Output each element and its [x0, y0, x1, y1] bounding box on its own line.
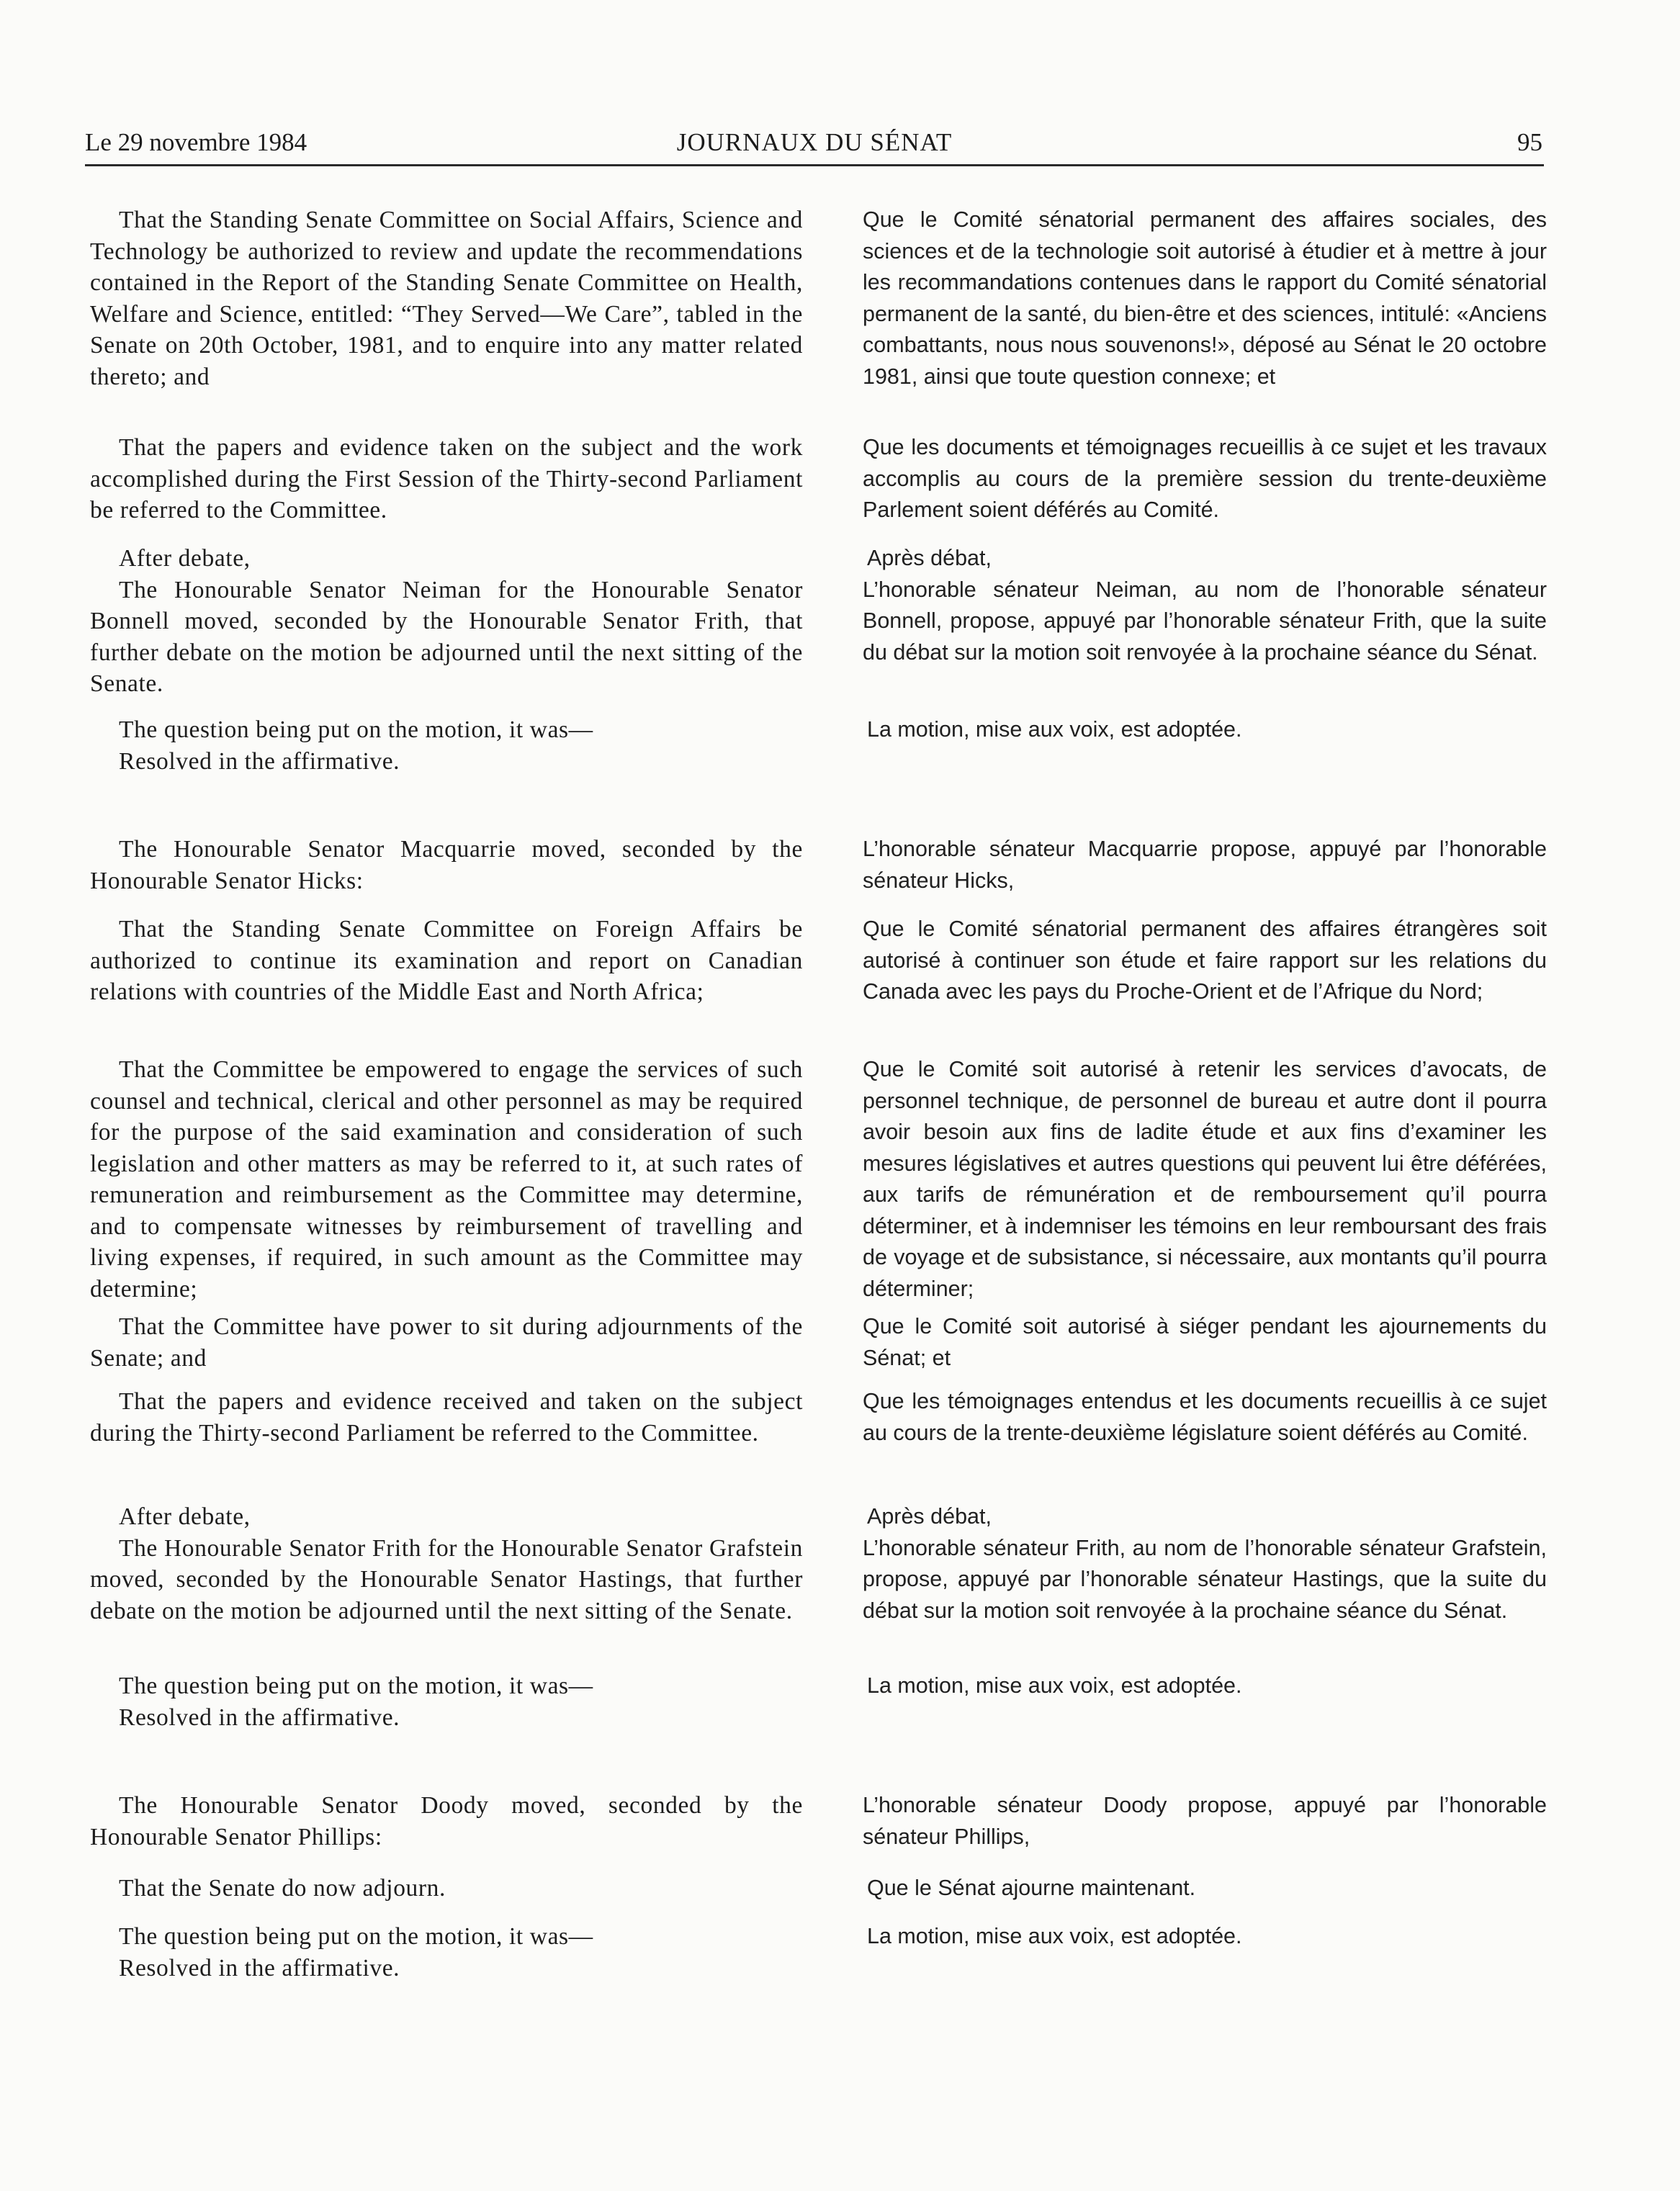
fr-paragraph-12: L’honorable sénateur Doody propose, appuyé par l’honorable sénateur Phillips,: [863, 1793, 1547, 1849]
fr-adjourn-motion: L’honorable sénateur Neiman, au nom de l’honorable sénateur Bonnell, propose, appuyé par l’honorable sénateur Frith, que la suite du débat sur la motion soit renvoyée à la prochaine séance du Sénat.: [863, 577, 1547, 665]
page-number: 95: [1517, 128, 1542, 156]
fr-paragraph-7: Que le Comité soit autorisé à retenir les services d’avocats, de personnel technique, de personnel de bureau et autre dont il pourra avoir besoin aux fins de ladite étude et aux fins d’examiner les mesures législatives et autres questions qui peuvent lui être déférées, aux tarifs de rémunération et de remboursement qu’il pourra déterminer, et à indemniser les témoins en leur remboursant des frais de voyage et de subsistance, si nécessaire, aux montants qu’il pourra déterminer;: [863, 1057, 1547, 1301]
en-paragraph-9: That the papers and evidence received and taken on the subject during the Thirty-second Parliament be referred to the Committee.: [90, 1388, 803, 1447]
en-paragraph-13: That the Senate do now adjourn.: [119, 1875, 446, 1902]
en-question-put-3: The question being put on the motion, it was—: [119, 1923, 593, 1950]
fr-paragraph-5: L’honorable sénateur Macquarrie propose, appuyé par l’honorable sénateur Hicks,: [863, 837, 1547, 893]
en-paragraph-11: [90, 1670, 803, 1733]
en-resolved-2: Resolved in the affirmative.: [119, 1704, 400, 1731]
en-adjourn-motion: The Honourable Senator Neiman for the Honourable Senator Bonnell moved, seconded by the Honourable Senator Frith, that further debate on the motion be adjourned until the next sitting of the Senate.: [90, 576, 803, 697]
en-question-put-2: The question being put on the motion, it was—: [119, 1673, 593, 1699]
fr-paragraph-11: La motion, mise aux voix, est adoptée.: [867, 1673, 1242, 1698]
fr-paragraph-14: La motion, mise aux voix, est adoptée.: [867, 1924, 1242, 1948]
en-after-debate: After debate,: [119, 545, 251, 572]
fr-paragraph-10: [863, 1501, 1547, 1627]
fr-paragraph-2: Que les documents et témoignages recueillis à ce sujet et les travaux accomplis au cours de la première session du trente-deuxième Parlement soient déférés au Comité.: [863, 435, 1547, 522]
en-paragraph-2: That the papers and evidence taken on the subject and the work accomplished during the First Session of the Thirty-second Parliament be referred to the Committee.: [90, 434, 803, 523]
en-resolved-3: Resolved in the affirmative.: [119, 1954, 400, 1981]
fr-after-debate-2: Après débat,: [867, 1504, 992, 1529]
en-paragraph-10: [90, 1501, 803, 1627]
en-paragraph-4: [90, 714, 803, 777]
en-resolved: Resolved in the affirmative.: [119, 747, 400, 775]
fr-paragraph-13: Que le Sénat ajourne maintenant.: [867, 1876, 1196, 1900]
fr-paragraph-1: Que le Comité sénatorial permanent des affaires sociales, des sciences et de la technologie soit autorisé à étudier et à mettre à jour les recommandations contenues dans le rapport du Comité sénatorial permanent de la santé, du bien-être et des sciences, intitulé: «Anciens combattants, nous nous souvenons!», déposé au Sénat le 20 octobre 1981, ainsi que toute question connexe; et: [863, 207, 1547, 389]
en-paragraph-12: The Honourable Senator Doody moved, seconded by the Honourable Senator Phillips:: [90, 1792, 803, 1850]
en-paragraph-6: That the Standing Senate Committee on Foreign Affairs be authorized to continue its examination and report on Canadian relations with countries of the Middle East and North Africa;: [90, 916, 803, 1005]
header-title: JOURNAUX DU SÉNAT: [676, 128, 953, 156]
fr-adjourn-motion-2: L’honorable sénateur Frith, au nom de l’honorable sénateur Grafstein, propose, appuyé par l’honorable sénateur Hastings, que la suite du débat sur la motion soit renvoyée à la prochaine séance du Sénat.: [863, 1535, 1547, 1623]
fr-paragraph-4: La motion, mise aux voix, est adoptée.: [867, 717, 1242, 742]
fr-paragraph-8: Que le Comité soit autorisé à siéger pendant les ajournements du Sénat; et: [863, 1314, 1547, 1370]
header-date: Le 29 novembre 1984: [85, 128, 307, 156]
fr-paragraph-3: [863, 543, 1547, 668]
en-adjourn-motion-2: The Honourable Senator Frith for the Honourable Senator Grafstein moved, seconded by the Honourable Senator Hastings, that further debate on the motion be adjourned until the next sitting of the Senate.: [90, 1534, 803, 1624]
fr-paragraph-9: Que les témoignages entendus et les documents recueillis à ce sujet au cours de la trente-deuxième législature soient déférés au Comité.: [863, 1389, 1547, 1445]
en-paragraph-3: [90, 543, 803, 700]
en-question-put: The question being put on the motion, it was—: [119, 716, 593, 743]
en-paragraph-1: That the Standing Senate Committee on Social Affairs, Science and Technology be authorized to review and update the recommendations contained in the Report of the Standing Senate Committee on Health, Welfare and Science, entitled: “They Served—We Care”, tabled in the Senate on 20th October, 1981, and to enquire into any matter related thereto; and: [90, 207, 803, 390]
fr-after-debate: Après débat,: [867, 546, 992, 570]
fr-paragraph-6: Que le Comité sénatorial permanent des affaires étrangères soit autorisé à continuer son étude et faire rapport sur les relations du Canada avec les pays du Proche-Orient et de l’Afrique du Nord;: [863, 917, 1547, 1004]
en-after-debate-2: After debate,: [119, 1503, 251, 1530]
page-header: [85, 122, 1544, 166]
en-paragraph-8: That the Committee have power to sit during adjournments of the Senate; and: [90, 1313, 803, 1372]
en-paragraph-5: The Honourable Senator Macquarrie moved, seconded by the Honourable Senator Hicks:: [90, 836, 803, 894]
en-paragraph-14: [90, 1921, 803, 1984]
en-paragraph-7: That the Committee be empowered to engage the services of such counsel and technical, clerical and other personnel as may be required for the purpose of the said examination and consideration of such legislation and other matters as may be referred to it, at such rates of remuneration and reimbursement as the Committee may determine, and to compensate witnesses by reimbursement of travelling and living expenses, if required, in such amount as the Committee may determine;: [90, 1056, 803, 1303]
